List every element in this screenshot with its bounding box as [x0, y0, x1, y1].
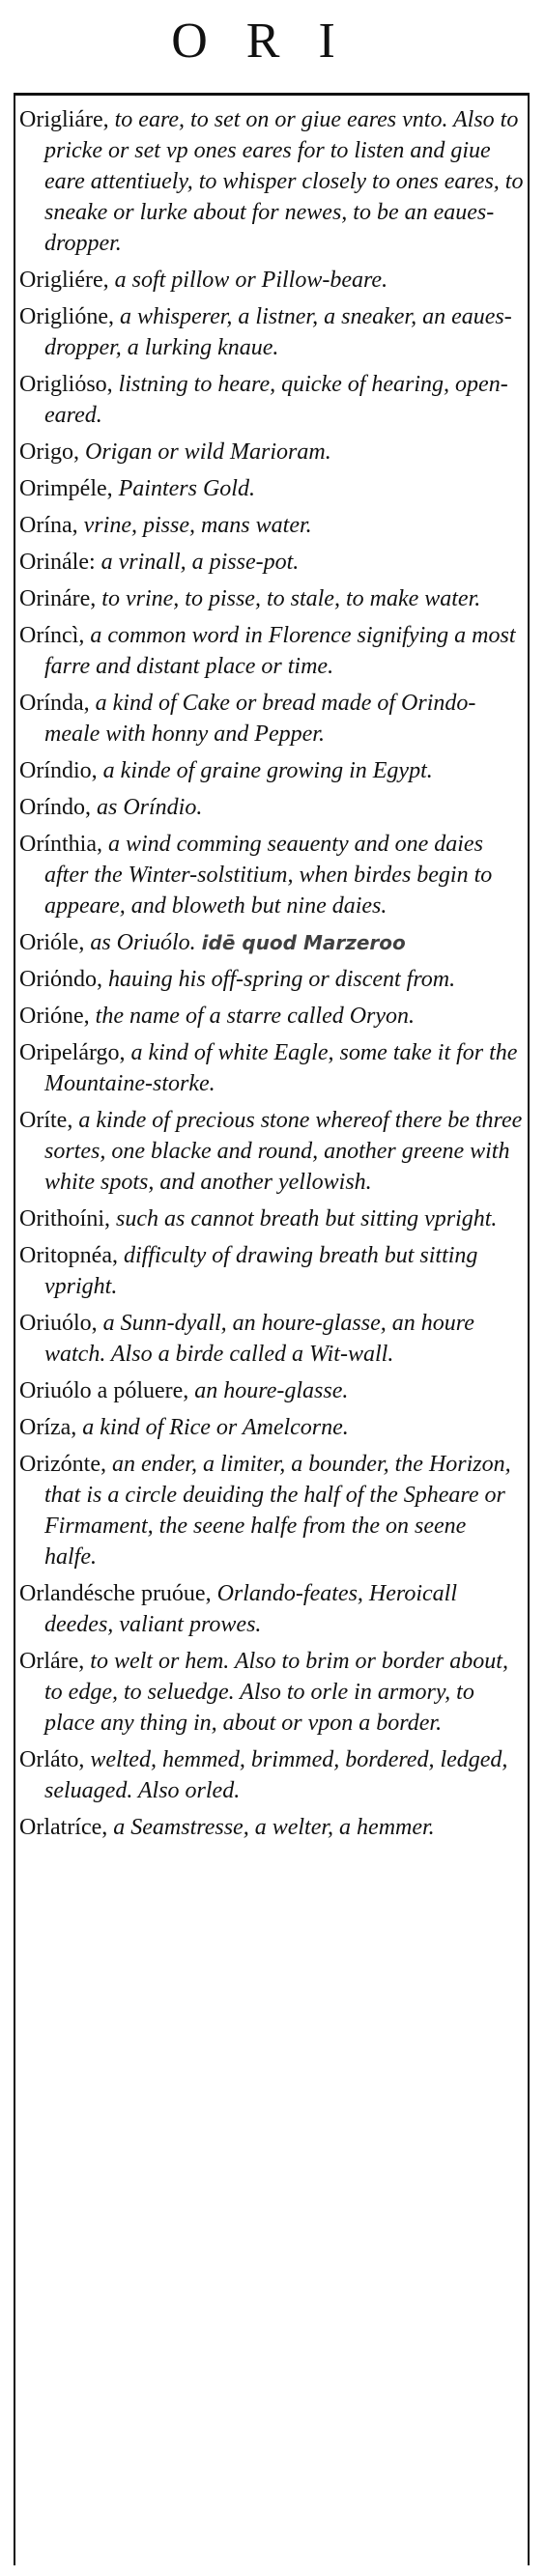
entry-definition: such as cannot breath but sitting vpright. [116, 1206, 498, 1231]
entry-definition: a soft pillow or Pillow-beare. [114, 268, 388, 293]
entry-definition: as Oriuólo. [90, 930, 196, 955]
entry-definition: hauing his off-spring or discent from. [108, 967, 456, 992]
page-header-title: ORI [171, 14, 374, 69]
entry [19, 1646, 524, 1739]
entry-definition: a kinde of graine growing in Egypt. [102, 758, 433, 783]
entry-definition: Origan or wild Marioram. [85, 439, 331, 465]
entry-definition: difficulty of drawing breath but sitting vpright. [44, 1243, 478, 1299]
entry-headword: Origlióne, [19, 304, 114, 329]
entry-headword: Orináre, [19, 586, 97, 611]
entry-headword: Orinále: [19, 550, 96, 575]
entry [19, 437, 524, 467]
entry [19, 1412, 524, 1443]
entry [19, 1812, 524, 1843]
entry-headword: Origo, [19, 439, 79, 465]
entry-headword: Orizónte, [19, 1452, 106, 1477]
entry-headword: Orióle, [19, 930, 85, 955]
entry-definition: a wind comming seauenty and one daies after the Winter-solstitium, when birdes begin to appeare, and bloweth but nine daies. [44, 832, 493, 919]
entry [19, 829, 524, 921]
entry [19, 1240, 524, 1302]
handwritten-annotation: idē quod Marzeroo [201, 931, 406, 954]
entry [19, 1203, 524, 1234]
entry-definition: to welt or hem. Also to brim or border about, to edge, to seluedge. Also to orle in armory, to place any thing in, about or vpon a border. [44, 1649, 508, 1736]
entry-definition: a whisperer, a listner, a sneaker, an eaues-dropper, a lurking knaue. [44, 304, 512, 360]
entry-headword: Oríndio, [19, 758, 98, 783]
entry [19, 473, 524, 504]
entry [19, 1375, 524, 1406]
entry-headword: Orimpéle, [19, 476, 113, 501]
entry [19, 1037, 524, 1099]
entry-definition: the name of a starre called Oryon. [95, 1004, 416, 1029]
entry [19, 301, 524, 363]
entry-definition: vrine, pisse, mans water. [83, 513, 312, 538]
entry-definition: a kind of Rice or Amelcorne. [82, 1415, 349, 1440]
entry-headword: Oríndo, [19, 795, 91, 820]
entry-definition: an ender, a limiter, a bounder, the Horizon, that is a circle deuiding the half of the Spheare or Firmament, the seene halfe from the on seene halfe. [44, 1452, 511, 1570]
entry-definition: a common word in Florence signifying a most farre and distant place or time. [44, 623, 516, 679]
dictionary-entries [19, 104, 524, 1849]
entry-headword: Origliére, [19, 268, 109, 293]
entry [19, 927, 524, 958]
entry [19, 1105, 524, 1198]
entry [19, 583, 524, 614]
entry [19, 792, 524, 823]
entry [19, 104, 524, 259]
entry [19, 1578, 524, 1640]
entry [19, 369, 524, 431]
entry-headword: Orínda, [19, 691, 90, 716]
entry-definition: a Seamstresse, a welter, a hemmer. [113, 1815, 435, 1840]
entry-headword: Orithoíni, [19, 1206, 110, 1231]
entry-definition: a kinde of precious stone whereof there be three sortes, one blacke and round, another greene with white spots, and another yellowish. [44, 1108, 523, 1195]
entry-headword: Orlandésche pruóue, [19, 1581, 212, 1606]
entry-definition: Orlando-feates, Heroicall deedes, valiant prowes. [44, 1581, 457, 1637]
entry-definition: a kind of white Eagle, some take it for the Mountaine-storke. [44, 1040, 518, 1096]
entry [19, 1449, 524, 1572]
entry-headword: Orínthia, [19, 832, 102, 857]
entry-definition: a vrinall, a pisse-pot. [100, 550, 300, 575]
entry-headword: Oripelárgo, [19, 1040, 126, 1065]
entry-definition: a kind of Cake or bread made of Orindo-meale with honny and Pepper. [44, 691, 476, 747]
entry-headword: Oríncì, [19, 623, 85, 648]
entry-headword: Orína, [19, 513, 78, 538]
entry [19, 620, 524, 682]
entry-definition: welted, hemmed, brimmed, bordered, ledged, seluaged. Also orled. [44, 1747, 508, 1803]
entry-headword: Orláto, [19, 1747, 85, 1772]
entry-headword: Orióne, [19, 1004, 90, 1029]
entry-headword: Oritopnéa, [19, 1243, 118, 1268]
entry [19, 688, 524, 750]
entry-headword: Origliáre, [19, 107, 109, 132]
entry-headword: Oríza, [19, 1415, 77, 1440]
entry [19, 755, 524, 786]
entry-headword: Oriόndo, [19, 967, 102, 992]
entry-definition: to vrine, to pisse, to stale, to make water. [101, 586, 481, 611]
entry-headword: Orláre, [19, 1649, 85, 1674]
entry-headword: Oriuólo a póluere, [19, 1378, 189, 1403]
entry-headword: Oríte, [19, 1108, 73, 1133]
entry [19, 1001, 524, 1032]
entry [19, 510, 524, 541]
entry-definition: a Sunn-dyall, an houre-glasse, an houre watch. Also a birde called a Wit-wall. [44, 1311, 474, 1367]
entry [19, 964, 524, 995]
entry-definition: to eare, to set on or giue eares vnto. Also to pricke or set vp ones eares for to listen and giue eare attentiuely, to whisper closely to ones eares, to sneake or lurke about for newes, to be an eaues-dropper. [44, 107, 524, 256]
entry-headword: Orlatríce, [19, 1815, 108, 1840]
entry [19, 265, 524, 296]
entry-headword: Origliόso, [19, 372, 113, 397]
entry-definition: as Oríndio. [97, 795, 203, 820]
entry [19, 547, 524, 578]
entry-definition: Painters Gold. [118, 476, 255, 501]
entry [19, 1308, 524, 1370]
entry-definition: an houre-glasse. [194, 1378, 349, 1403]
entry [19, 1744, 524, 1806]
entry-definition: listning to heare, quicke of hearing, open-eared. [44, 372, 508, 428]
entry-headword: Oriuólo, [19, 1311, 98, 1336]
